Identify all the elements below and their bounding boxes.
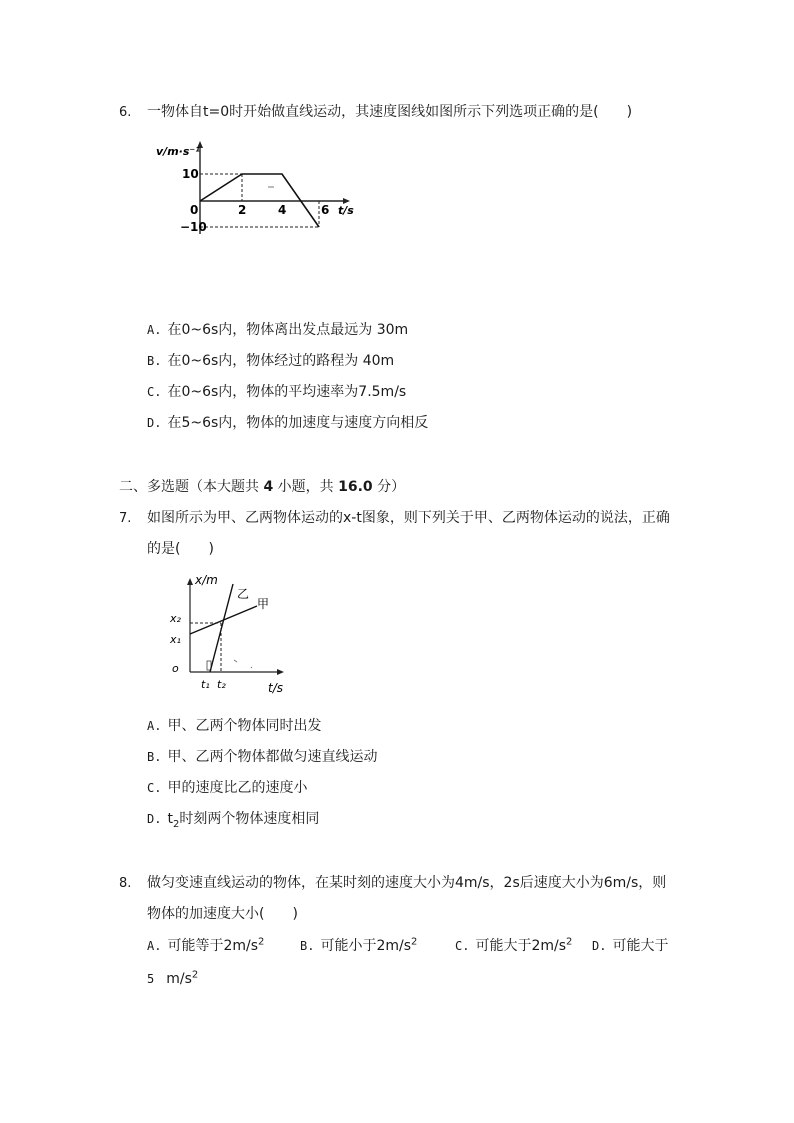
q8-option-d-sup: 2 — [191, 969, 199, 981]
q6-option-c-label: C. — [147, 385, 162, 399]
q7-origin: o — [172, 662, 179, 675]
q8-number: 8. — [119, 876, 132, 891]
q7-t-axis-arrow — [277, 669, 284, 675]
q6-option-c-text: 在0~6s内，物体的平均速率为7.5m/s — [167, 384, 407, 400]
q7-option-c-label: C. — [147, 781, 162, 795]
q7-option-b-text: 甲、乙两个物体都做匀速直线运动 — [167, 749, 378, 765]
q6-xlabel: t/s — [338, 204, 354, 217]
q8-option-a-text: 可能等于2m/s — [167, 938, 259, 954]
q8-option-b-label: B. — [300, 939, 315, 953]
q7-tick-x1: x₁ — [170, 633, 181, 646]
q8-option-b-text: 可能小于2m/s — [320, 938, 412, 954]
q6-option-d-label: D. — [147, 416, 162, 430]
q8-option-d-continued — [147, 969, 198, 989]
q7-stem-line2: 的是( ) — [147, 541, 214, 557]
q7-option-b-label: B. — [147, 750, 162, 764]
q6-stem: 一物体自t=0时开始做直线运动，其速度图线如图所示下列选项正确的是( ) — [147, 104, 633, 120]
q7-tick-t2: t₂ — [217, 678, 226, 691]
q7-tick-x2: x₂ — [170, 612, 181, 625]
q8-option-a-label: A. — [147, 939, 162, 953]
q7-label-yi: 乙 — [237, 587, 250, 601]
q6-option-a[interactable] — [147, 320, 408, 340]
q7-option-a[interactable] — [147, 716, 321, 736]
q6-option-d[interactable] — [147, 413, 428, 433]
q7-scan-dot-2 — [251, 667, 252, 668]
q8-option-d-num: 5 — [147, 972, 155, 986]
q6-option-b-label: B. — [147, 354, 162, 368]
q6-option-b[interactable] — [147, 351, 394, 371]
q8-option-c[interactable] — [455, 936, 572, 956]
q7-x-axis-arrow — [187, 578, 193, 585]
q6-ylabel: v/m·s⁻¹ — [156, 145, 200, 158]
q7-option-a-label: A. — [147, 719, 162, 733]
q7-option-d-sub: 2 — [172, 818, 180, 830]
q7-xlabel: t/s — [268, 681, 283, 695]
section2-title-text: 二、多选题（本大题共 — [119, 479, 264, 495]
q7-ylabel: x/m — [195, 573, 218, 587]
q7-option-d-text: 时刻两个物体速度相同 — [179, 811, 320, 827]
q8-option-c-sup: 2 — [566, 936, 573, 948]
q8-option-d-label: D. — [592, 939, 607, 953]
q8-option-d-unit: m/s — [166, 971, 192, 987]
q7-stem-line1: 如图所示为甲、乙两物体运动的x-t图象，则下列关于甲、乙两物体运动的说法，正确 — [147, 510, 670, 526]
section2-score: 16.0 — [338, 479, 373, 495]
q6-option-d-text: 在5~6s内，物体的加速度与速度方向相反 — [167, 415, 429, 431]
q7-option-c-text: 甲的速度比乙的速度小 — [167, 780, 308, 796]
q8-stem-line2: 物体的加速度大小( ) — [147, 906, 298, 922]
q7-option-b[interactable] — [147, 747, 377, 767]
q6-origin: 0 — [190, 203, 199, 217]
q6-option-a-text: 在0~6s内，物体离出发点最远为 30m — [167, 322, 409, 338]
q6-xtick-2: 2 — [238, 203, 247, 217]
q6-number: 6. — [119, 105, 132, 120]
section2-end: 分） — [372, 479, 406, 495]
q7-scan-dot-1 — [234, 660, 237, 662]
q6-velocity-time-graph — [150, 138, 365, 238]
q7-option-d[interactable] — [147, 809, 319, 829]
q6-option-a-label: A. — [147, 323, 162, 337]
q6-ytick-neg10: −10 — [180, 220, 207, 234]
q8-option-d-text: 可能大于 — [612, 938, 669, 954]
q6-xtick-6: 6 — [321, 203, 330, 217]
q7-option-a-text: 甲、乙两个物体同时出发 — [167, 718, 322, 734]
q7-option-c[interactable] — [147, 778, 307, 798]
q6-ytick-10: 10 — [182, 167, 199, 181]
section2-count: 4 — [263, 479, 274, 495]
q7-option-d-label: D. — [147, 812, 162, 826]
q8-option-b-sup: 2 — [411, 936, 418, 948]
q8-option-b[interactable] — [300, 936, 417, 956]
q6-xtick-4: 4 — [278, 203, 287, 217]
section2-mid: 小题，共 — [273, 479, 339, 495]
q8-option-c-text: 可能大于2m/s — [475, 938, 567, 954]
q8-option-a-sup: 2 — [258, 936, 265, 948]
q6-option-b-text: 在0~6s内，物体经过的路程为 40m — [167, 353, 395, 369]
section2-title — [119, 476, 405, 496]
q7-number: 7. — [119, 511, 132, 526]
q7-label-jia: 甲 — [257, 597, 270, 611]
q6-option-c[interactable] — [147, 382, 406, 402]
q7-tick-t1: t₁ — [201, 678, 210, 691]
q7-position-time-graph — [160, 570, 300, 698]
q8-stem-line1: 做匀变速直线运动的物体，在某时刻的速度大小为4m/s，2s后速度大小为6m/s，则 — [147, 875, 667, 891]
q8-option-d[interactable] — [592, 936, 668, 956]
q8-option-a[interactable] — [147, 936, 264, 956]
q8-option-c-label: C. — [455, 939, 470, 953]
q7-option-d-t: t — [167, 811, 173, 827]
